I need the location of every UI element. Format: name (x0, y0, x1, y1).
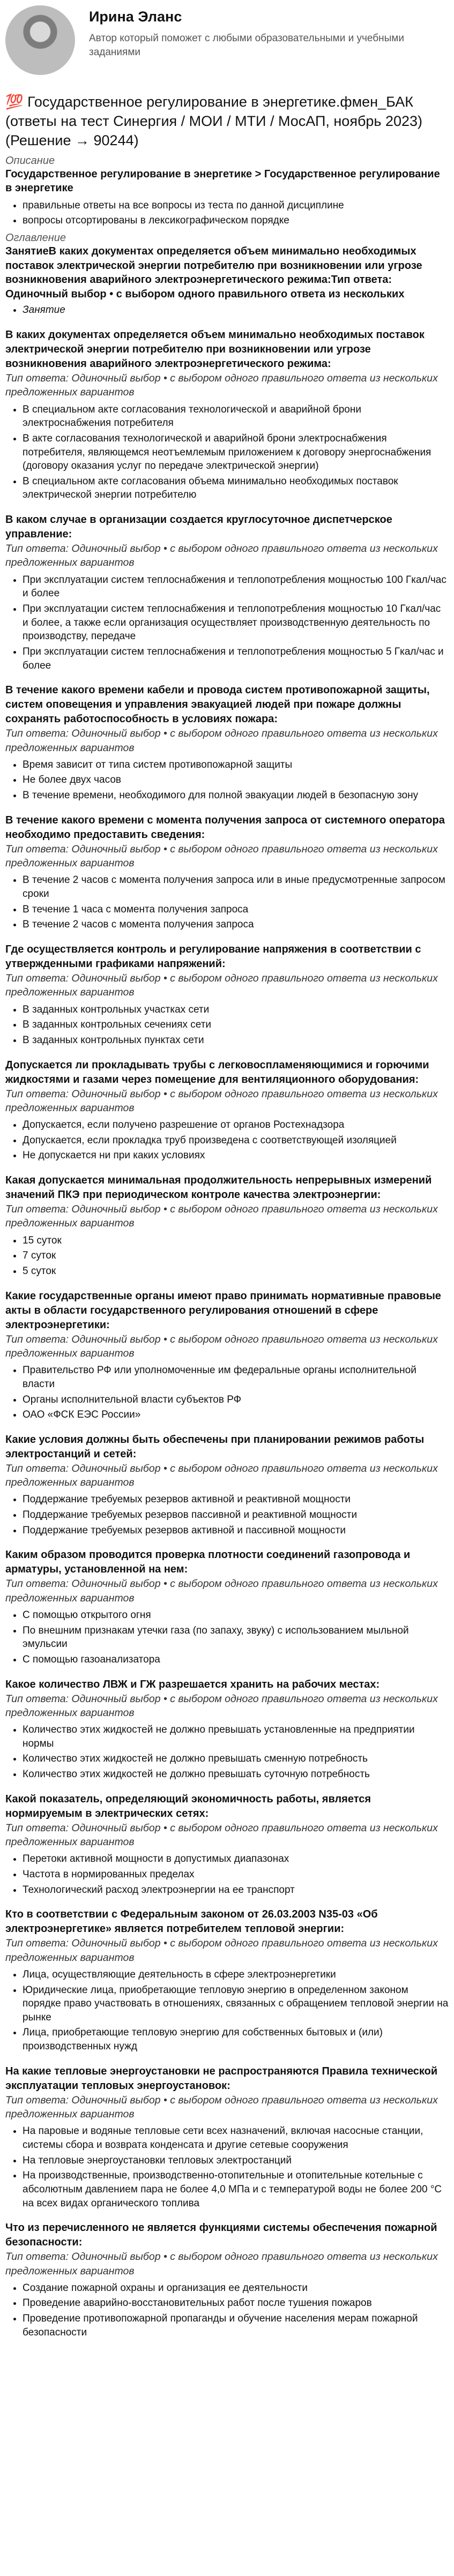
answer-type: Тип ответа: Одиночный выбор • с выбором одного правильного ответа из нескольких предложенных вариантов (5, 1937, 438, 1964)
answer-option: • Перетоки активной мощности в допустимых диапазонах (23, 1852, 449, 1866)
answer-option: • В течение 2 часов с момента получения запроса или в иные предусмотренные запросом сроки (23, 873, 449, 901)
toc-text[interactable]: ЗанятиеВ каких документах определяется объем минимально необходимых поставок электрической энергии потребителю при возникновении или угрозе возникновения аварийного электроэнергетического режима:Тип ответа: Одиночный выбор • с выбором одного правильного ответа из нескольких (5, 245, 422, 300)
answer-type: Тип ответа: Одиночный выбор • с выбором одного правильного ответа из нескольких предложенных вариантов (5, 543, 438, 569)
question-title: Каким образом проводится проверка плотности соединений газопровода и арматуры, установленной на нем: (5, 1549, 411, 1576)
answer-option: • В специальном акте согласования технологической и аварийной брони электроснабжения потребителя (23, 403, 449, 430)
question-block (5, 1792, 449, 1897)
question-title: Какое количество ЛВЖ и ГЖ разрешается хранить на рабочих местах: (5, 1678, 380, 1690)
answer-option: • В акте согласования технологической и аварийной брони электроснабжения потребителя, являющемся неотъемлемым приложением к договору энергоснабжения (договору оказания услуг по передаче электрической энергии) (23, 432, 449, 473)
answer-type: Тип ответа: Одиночный выбор • с выбором одного правильного ответа из нескольких предложенных вариантов (5, 972, 438, 999)
answer-option: • Лица, осуществляющие деятельность в сфере электроэнергетики (23, 1968, 449, 1982)
question-title: Кто в соответствии с Федеральным законом от 26.03.2003 N35-03 «Об электроэнергетике» является потребителем тепловой энергии: (5, 1908, 378, 1935)
answer-type: Тип ответа: Одиночный выбор • с выбором одного правильного ответа из нескольких предложенных вариантов (5, 843, 438, 870)
answer-option: • Количество этих жидкостей не должно превышать сменную потребность (23, 1752, 449, 1766)
answer-option: • По внешним признакам утечки газа (по запаху, звуку) с использованием мыльной эмульсии (23, 1624, 449, 1651)
answer-type: Тип ответа: Одиночный выбор • с выбором одного правильного ответа из нескольких предложенных вариантов (5, 1203, 438, 1230)
page-title: 💯 Государственное регулирование в энергетике.фмен_БАК (ответы на тест Синергия / МОИ / МТИ / МосАП, ноябрь 2023) (Решение → 90244) (5, 94, 423, 149)
answer-option: • Проведение аварийно-восстановительных работ после тушения пожаров (23, 2296, 449, 2310)
question-title: Какой показатель, определяющий экономичность работы, является нормируемым в электрических сетях: (5, 1793, 371, 1819)
answer-type: Тип ответа: Одиночный выбор • с выбором одного правильного ответа из нескольких предложенных вариантов (5, 728, 438, 754)
answer-option: • 7 суток (23, 1249, 449, 1263)
question-block (5, 1678, 449, 1781)
question-title: Где осуществляется контроль и регулирование напряжения в соответствии с утвержденными графиками напряжений: (5, 943, 421, 970)
answer-option: • На тепловые энергоустановки тепловых электростанций (23, 2154, 449, 2168)
toc-item[interactable]: • Занятие (23, 303, 449, 317)
answer-option: • Допускается, если прокладка труб произведена с соответствующей изоляцией (23, 1134, 449, 1148)
question-title: Какие условия должны быть обеспечены при планировании режимов работы электростанций и сетей: (5, 1433, 425, 1460)
answer-list (5, 1003, 449, 1047)
question-block (5, 1058, 449, 1163)
answer-option: • Количество этих жидкостей не должно превышать суточную потребность (23, 1768, 449, 1781)
answer-option: • В заданных контрольных сечениях сети (23, 1018, 449, 1032)
answer-list (5, 1118, 449, 1163)
answer-option: • При эксплуатации систем теплоснабжения и теплопотребления мощностью 5 Гкал/час и более (23, 645, 449, 672)
toc-sublist (5, 303, 449, 317)
answer-type: Тип ответа: Одиночный выбор • с выбором одного правильного ответа из нескольких предложенных вариантов (5, 1693, 438, 1719)
answer-list (5, 1852, 449, 1897)
author-name[interactable]: Ирина Эланс (89, 9, 182, 25)
answer-list (5, 873, 449, 932)
question-title: В течение какого времени кабели и провода систем противопожарной защиты, систем оповещения и управления эвакуацией людей при пожаре должны сохранять работоспособность в условиях пожара: (5, 684, 430, 725)
answer-option: • В заданных контрольных участках сети (23, 1003, 449, 1017)
list-item: • вопросы отсортированы в лексикографическом порядке (23, 214, 449, 228)
answer-option: • Технологический расход электроэнергии на ее транспорт (23, 1883, 449, 1897)
answer-option: • Юридические лица, приобретающие тепловую энергию в определенном законом порядке право участвовать в отношениях, связанных с обращением тепловой энергии на рынке (23, 1983, 449, 2025)
answer-option: • ОАО «ФСК ЕЭС России» (23, 1408, 449, 1422)
description-label: Описание (5, 154, 55, 167)
answer-option: • Проведение противопожарной пропаганды и обучение населения мерам пожарной безопасности (23, 2312, 449, 2339)
question-title: На какие тепловые энергоустановки не распространяются Правила технической эксплуатации тепловых энергоустановок: (5, 2065, 438, 2092)
answer-option: • Поддержание требуемых резервов активной и реактивной мощности (23, 1493, 449, 1507)
answer-type: Тип ответа: Одиночный выбор • с выбором одного правильного ответа из нескольких предложенных вариантов (5, 1088, 438, 1114)
answer-option: • Поддержание требуемых резервов пассивной и реактивной мощности (23, 1508, 449, 1522)
answer-list (5, 1493, 449, 1537)
answer-type: Тип ответа: Одиночный выбор • с выбором одного правильного ответа из нескольких предложенных вариантов (5, 372, 438, 399)
question-title: Допускается ли прокладывать трубы с легковоспламеняющимися и горючими жидкостями и газами через помещение для вентиляционного оборудования: (5, 1059, 429, 1085)
question-block (5, 1433, 449, 1538)
answer-option: • При эксплуатации систем теплоснабжения и теплопотребления мощностью 100 Гкал/час и более (23, 573, 449, 601)
question-block (5, 683, 449, 803)
answer-option: • В заданных контрольных пунктах сети (23, 1034, 449, 1047)
question-block (5, 513, 449, 672)
answer-option: • В течение времени, необходимого для полной эвакуации людей в безопасную зону (23, 789, 449, 803)
answer-option: • С помощью открытого огня (23, 1608, 449, 1622)
answer-option: • На паровые и водяные тепловые сети всех назначений, включая насосные станции, системы сбора и возврата конденсата и другие сетевые сооружения (23, 2124, 449, 2152)
answer-option: • В специальном акте согласования объема минимально необходимых поставок электрической энергии потребителю (23, 475, 449, 502)
answer-list (5, 1723, 449, 1781)
answer-option: • Частота в нормированных пределах (23, 1868, 449, 1882)
answer-option: • Поддержание требуемых резервов активной и пассивной мощности (23, 1524, 449, 1538)
answer-list (5, 2281, 449, 2340)
question-block (5, 1173, 449, 1278)
answer-list (5, 403, 449, 502)
question-title: В каком случае в организации создается круглосуточное диспетчерское управление: (5, 514, 392, 541)
answer-option: • 5 суток (23, 1264, 449, 1278)
answer-option: • При эксплуатации систем теплоснабжения и теплопотребления мощностью 10 Гкал/час и более, а также если организация осуществляет производственную деятельность по производству, передаче (23, 602, 449, 643)
answer-option: • Органы исполнительной власти субъектов РФ (23, 1393, 449, 1407)
answer-list (5, 1968, 449, 2054)
description-path: Государственное регулирование в энергетике > Государственное регулирование в энергетике (5, 168, 440, 194)
question-title: В течение какого времени с момента получения запроса от системного оператора необходимо предоставить сведения: (5, 814, 445, 841)
answer-type: Тип ответа: Одиночный выбор • с выбором одного правильного ответа из нескольких предложенных вариантов (5, 1822, 438, 1848)
answer-type: Тип ответа: Одиночный выбор • с выбором одного правильного ответа из нескольких предложенных вариантов (5, 1462, 438, 1489)
answer-option: • Правительство РФ или уполномоченные им федеральные органы исполнительной власти (23, 1364, 449, 1391)
answer-list (5, 2124, 449, 2210)
question-title: В каких документах определяется объем минимально необходимых поставок электрической энергии потребителю при возникновении или угрозе возникновения аварийного электроэнергетического режима: (5, 329, 425, 370)
answer-list (5, 1234, 449, 1278)
answer-type: Тип ответа: Одиночный выбор • с выбором одного правильного ответа из нескольких предложенных вариантов (5, 1333, 438, 1359)
answer-option: • 15 суток (23, 1234, 449, 1248)
questions-list (5, 328, 449, 2339)
answer-option: • Не более двух часов (23, 773, 449, 787)
question-title: Какие государственные органы имеют право принимать нормативные правовые акты в области государственного регулирования отношений в сфере электроэнергетики: (5, 1290, 441, 1331)
toc-label: Оглавление (5, 231, 66, 244)
answer-list (5, 1608, 449, 1667)
question-title: Какая допускается минимальная продолжительность непрерывных измерений значений ПКЭ при периодическом контроле качества электроэнергии: (5, 1174, 432, 1201)
list-item: • правильные ответы на все вопросы из теста по данной дисциплине (23, 199, 449, 213)
answer-list (5, 1364, 449, 1422)
author-block (5, 0, 449, 86)
answer-option: • Создание пожарной охраны и организация ее деятельности (23, 2281, 449, 2295)
answer-type: Тип ответа: Одиночный выбор • с выбором одного правильного ответа из нескольких предложенных вариантов (5, 1578, 438, 1604)
author-description: Автор который поможет с любыми образовательными и учебными заданиями (89, 33, 404, 58)
question-block (5, 328, 449, 502)
answer-option: • Не допускается ни при каких условиях (23, 1149, 449, 1163)
answer-option: • Допускается, если получено разрешение от органов Ростехнадзора (23, 1118, 449, 1132)
description-list (5, 199, 449, 228)
question-block (5, 1289, 449, 1422)
question-title: Что из перечисленного не является функциями системы обеспечения пожарной безопасности: (5, 2222, 437, 2249)
question-block (5, 942, 449, 1047)
question-block (5, 1907, 449, 2053)
question-block (5, 2064, 449, 2210)
answer-option: • Количество этих жидкостей не должно превышать установленные на предприятии нормы (23, 1723, 449, 1750)
question-block (5, 813, 449, 932)
answer-option: • В течение 1 часа с момента получения запроса (23, 903, 449, 917)
question-block (5, 1548, 449, 1666)
answer-option: • С помощью газоанализатора (23, 1653, 449, 1667)
answer-list (5, 758, 449, 803)
answer-option: • Время зависит от типа систем противопожарной защиты (23, 758, 449, 772)
answer-option: • На производственные, производственно-отопительные и отопительные котельные с абсолютным давлением пара не более 4,0 МПа и с температурой воды не более 200 °С на всех видах органического топлива (23, 2169, 449, 2210)
answer-list (5, 573, 449, 672)
answer-type: Тип ответа: Одиночный выбор • с выбором одного правильного ответа из нескольких предложенных вариантов (5, 2251, 438, 2277)
answer-option: • Лица, приобретающие тепловую энергию для собственных бытовых и (или) производственных нужд (23, 2026, 449, 2053)
answer-type: Тип ответа: Одиночный выбор • с выбором одного правильного ответа из нескольких предложенных вариантов (5, 2094, 438, 2121)
avatar[interactable] (5, 5, 75, 75)
question-block (5, 2221, 449, 2339)
answer-option: • В течение 2 часов с момента получения запроса (23, 918, 449, 932)
